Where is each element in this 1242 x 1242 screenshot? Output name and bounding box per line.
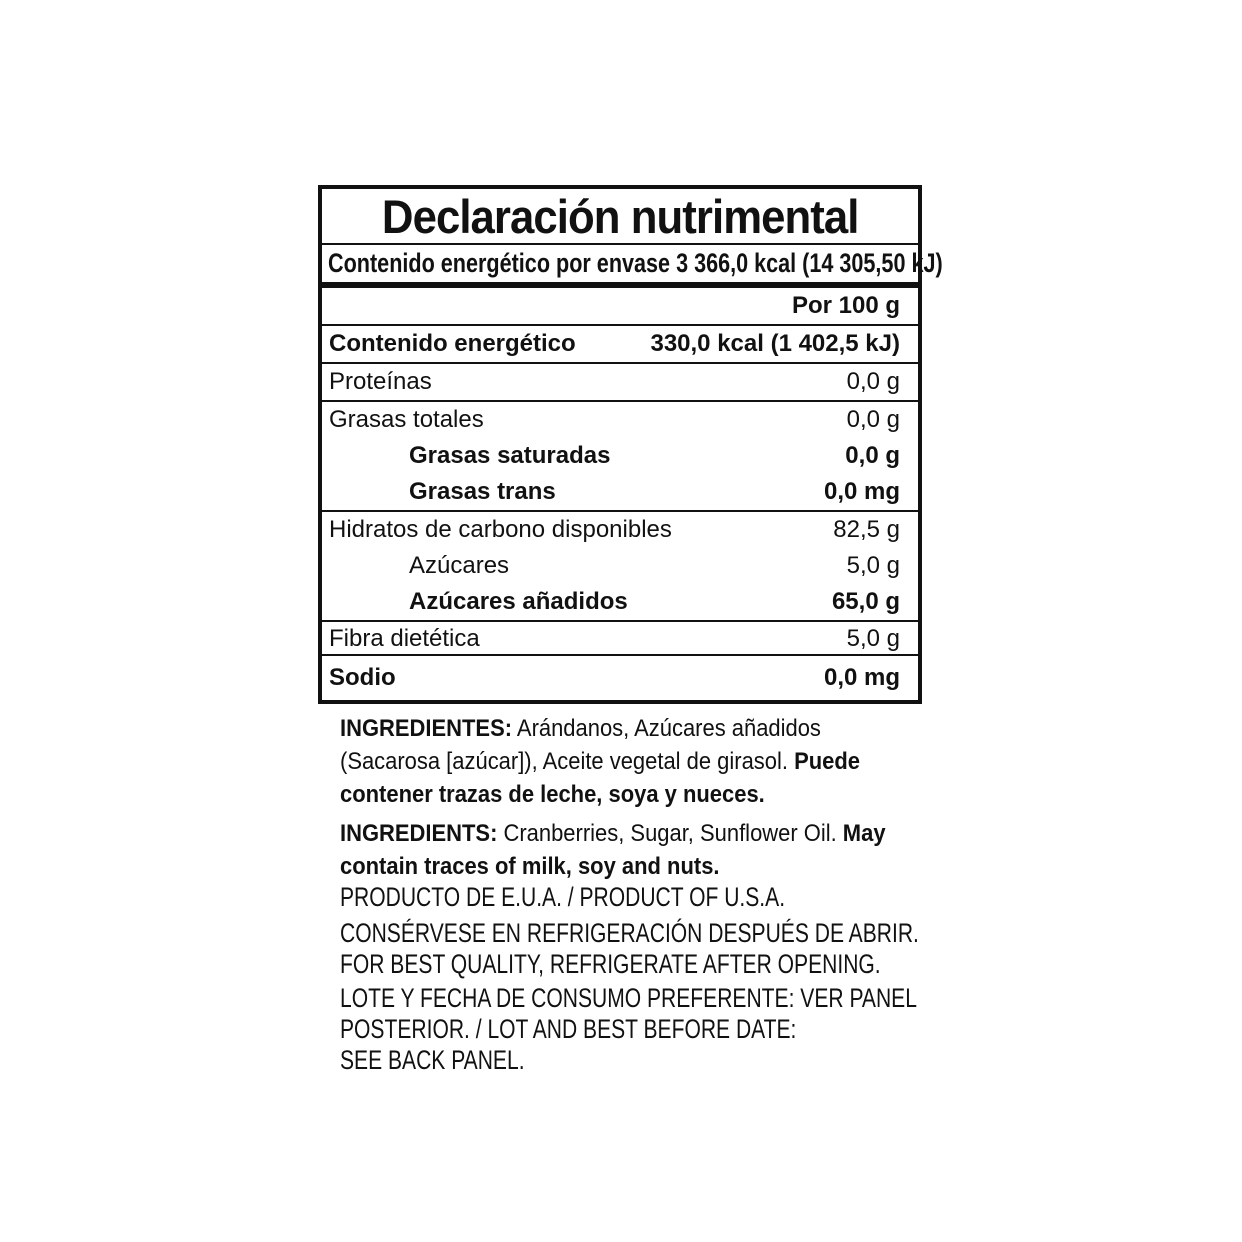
lot-line-2 xyxy=(340,1014,1080,1045)
ingredients-es-label: INGREDIENTES: xyxy=(340,715,513,742)
nutrition-table-title-row xyxy=(322,189,918,243)
column-header-per-100g: Por 100 g xyxy=(791,292,900,319)
nutrient-name: Azúcares añadidos xyxy=(409,588,628,615)
origin-line xyxy=(340,882,911,913)
ingredients-en-label: INGREDIENTS: xyxy=(340,820,498,847)
nutrient-row-added-sugars xyxy=(322,584,918,620)
nutrient-name: Sodio xyxy=(329,664,396,691)
storage-statement xyxy=(340,918,1082,980)
lot-text-2: POSTERIOR. / LOT AND BEST BEFORE DATE: xyxy=(340,1014,797,1044)
nutrient-value: 82,5 g xyxy=(833,516,900,543)
nutrient-row-energy xyxy=(322,326,918,362)
nutrient-value: 0,0 g xyxy=(845,442,900,469)
lot-statement xyxy=(340,983,1080,1076)
ingredients-en xyxy=(340,817,918,883)
nutrient-value: 330,0 kcal (1 402,5 kJ) xyxy=(650,330,900,357)
nutrient-row-fiber xyxy=(322,622,918,654)
lot-text-3: SEE BACK PANEL. xyxy=(340,1045,525,1075)
nutrient-row-saturated-fat xyxy=(322,438,918,474)
nutrient-row-protein xyxy=(322,364,918,400)
column-header-row xyxy=(322,288,918,324)
nutrient-value: 0,0 mg xyxy=(823,478,900,505)
nutrient-name: Proteínas xyxy=(329,368,432,395)
nutrient-row-sodium xyxy=(322,656,918,700)
nutrient-name: Contenido energético xyxy=(329,330,576,357)
nutrient-row-carbohydrates xyxy=(322,512,918,548)
lot-text-1: LOTE Y FECHA DE CONSUMO PREFERENTE: VER PANEL xyxy=(340,983,917,1013)
nutrition-table xyxy=(318,185,943,704)
nutrient-row-trans-fat xyxy=(322,474,918,510)
ingredients-es-body: Arándanos, Azúcares añadidos (Sacarosa [azúcar]), Aceite vegetal de girasol. xyxy=(340,715,821,775)
ingredients-es-allergen: Puede contener trazas de leche, soya y nueces. xyxy=(340,748,860,808)
lot-line-3 xyxy=(340,1045,1080,1076)
nutrient-value: 0,0 g xyxy=(846,406,900,433)
nutrient-name: Fibra dietética xyxy=(329,625,480,652)
origin-text: PRODUCTO DE E.U.A. / PRODUCT OF U.S.A. xyxy=(340,882,786,912)
per-package-energy-row xyxy=(322,245,943,282)
nutrient-value: 5,0 g xyxy=(846,625,900,652)
storage-line-en xyxy=(340,949,1082,980)
nutrient-name: Grasas trans xyxy=(409,478,556,505)
nutrient-row-total-fat xyxy=(322,402,918,438)
ingredients-en-allergen: May contain traces of milk, soy and nuts. xyxy=(340,820,886,880)
nutrient-row-sugars xyxy=(322,548,918,584)
lot-line-1 xyxy=(340,983,1080,1014)
storage-text-en: FOR BEST QUALITY, REFRIGERATE AFTER OPENING. xyxy=(340,949,881,979)
ingredients-en-body: Cranberries, Sugar, Sunflower Oil. xyxy=(497,820,843,847)
storage-text-es: CONSÉRVESE EN REFRIGERACIÓN DESPUÉS DE ABRIR. xyxy=(340,918,919,948)
nutrient-value: 5,0 g xyxy=(846,552,900,579)
nutrient-name: Grasas totales xyxy=(329,406,484,433)
origin-statement xyxy=(340,882,911,913)
per-package-energy-text: Contenido energético por envase 3 366,0 kcal (14 305,50 kJ) xyxy=(328,248,943,278)
ingredients-es xyxy=(340,712,918,811)
nutrient-name: Hidratos de carbono disponibles xyxy=(329,516,672,543)
nutrient-name: Azúcares xyxy=(409,552,510,579)
nutrient-name: Grasas saturadas xyxy=(409,442,611,469)
storage-line-es xyxy=(340,918,1082,949)
nutrition-table-title: Declaración nutrimental xyxy=(381,190,859,243)
nutrient-value: 0,0 g xyxy=(846,368,900,395)
nutrient-value: 65,0 g xyxy=(831,588,900,615)
nutrient-value: 0,0 mg xyxy=(823,664,900,691)
